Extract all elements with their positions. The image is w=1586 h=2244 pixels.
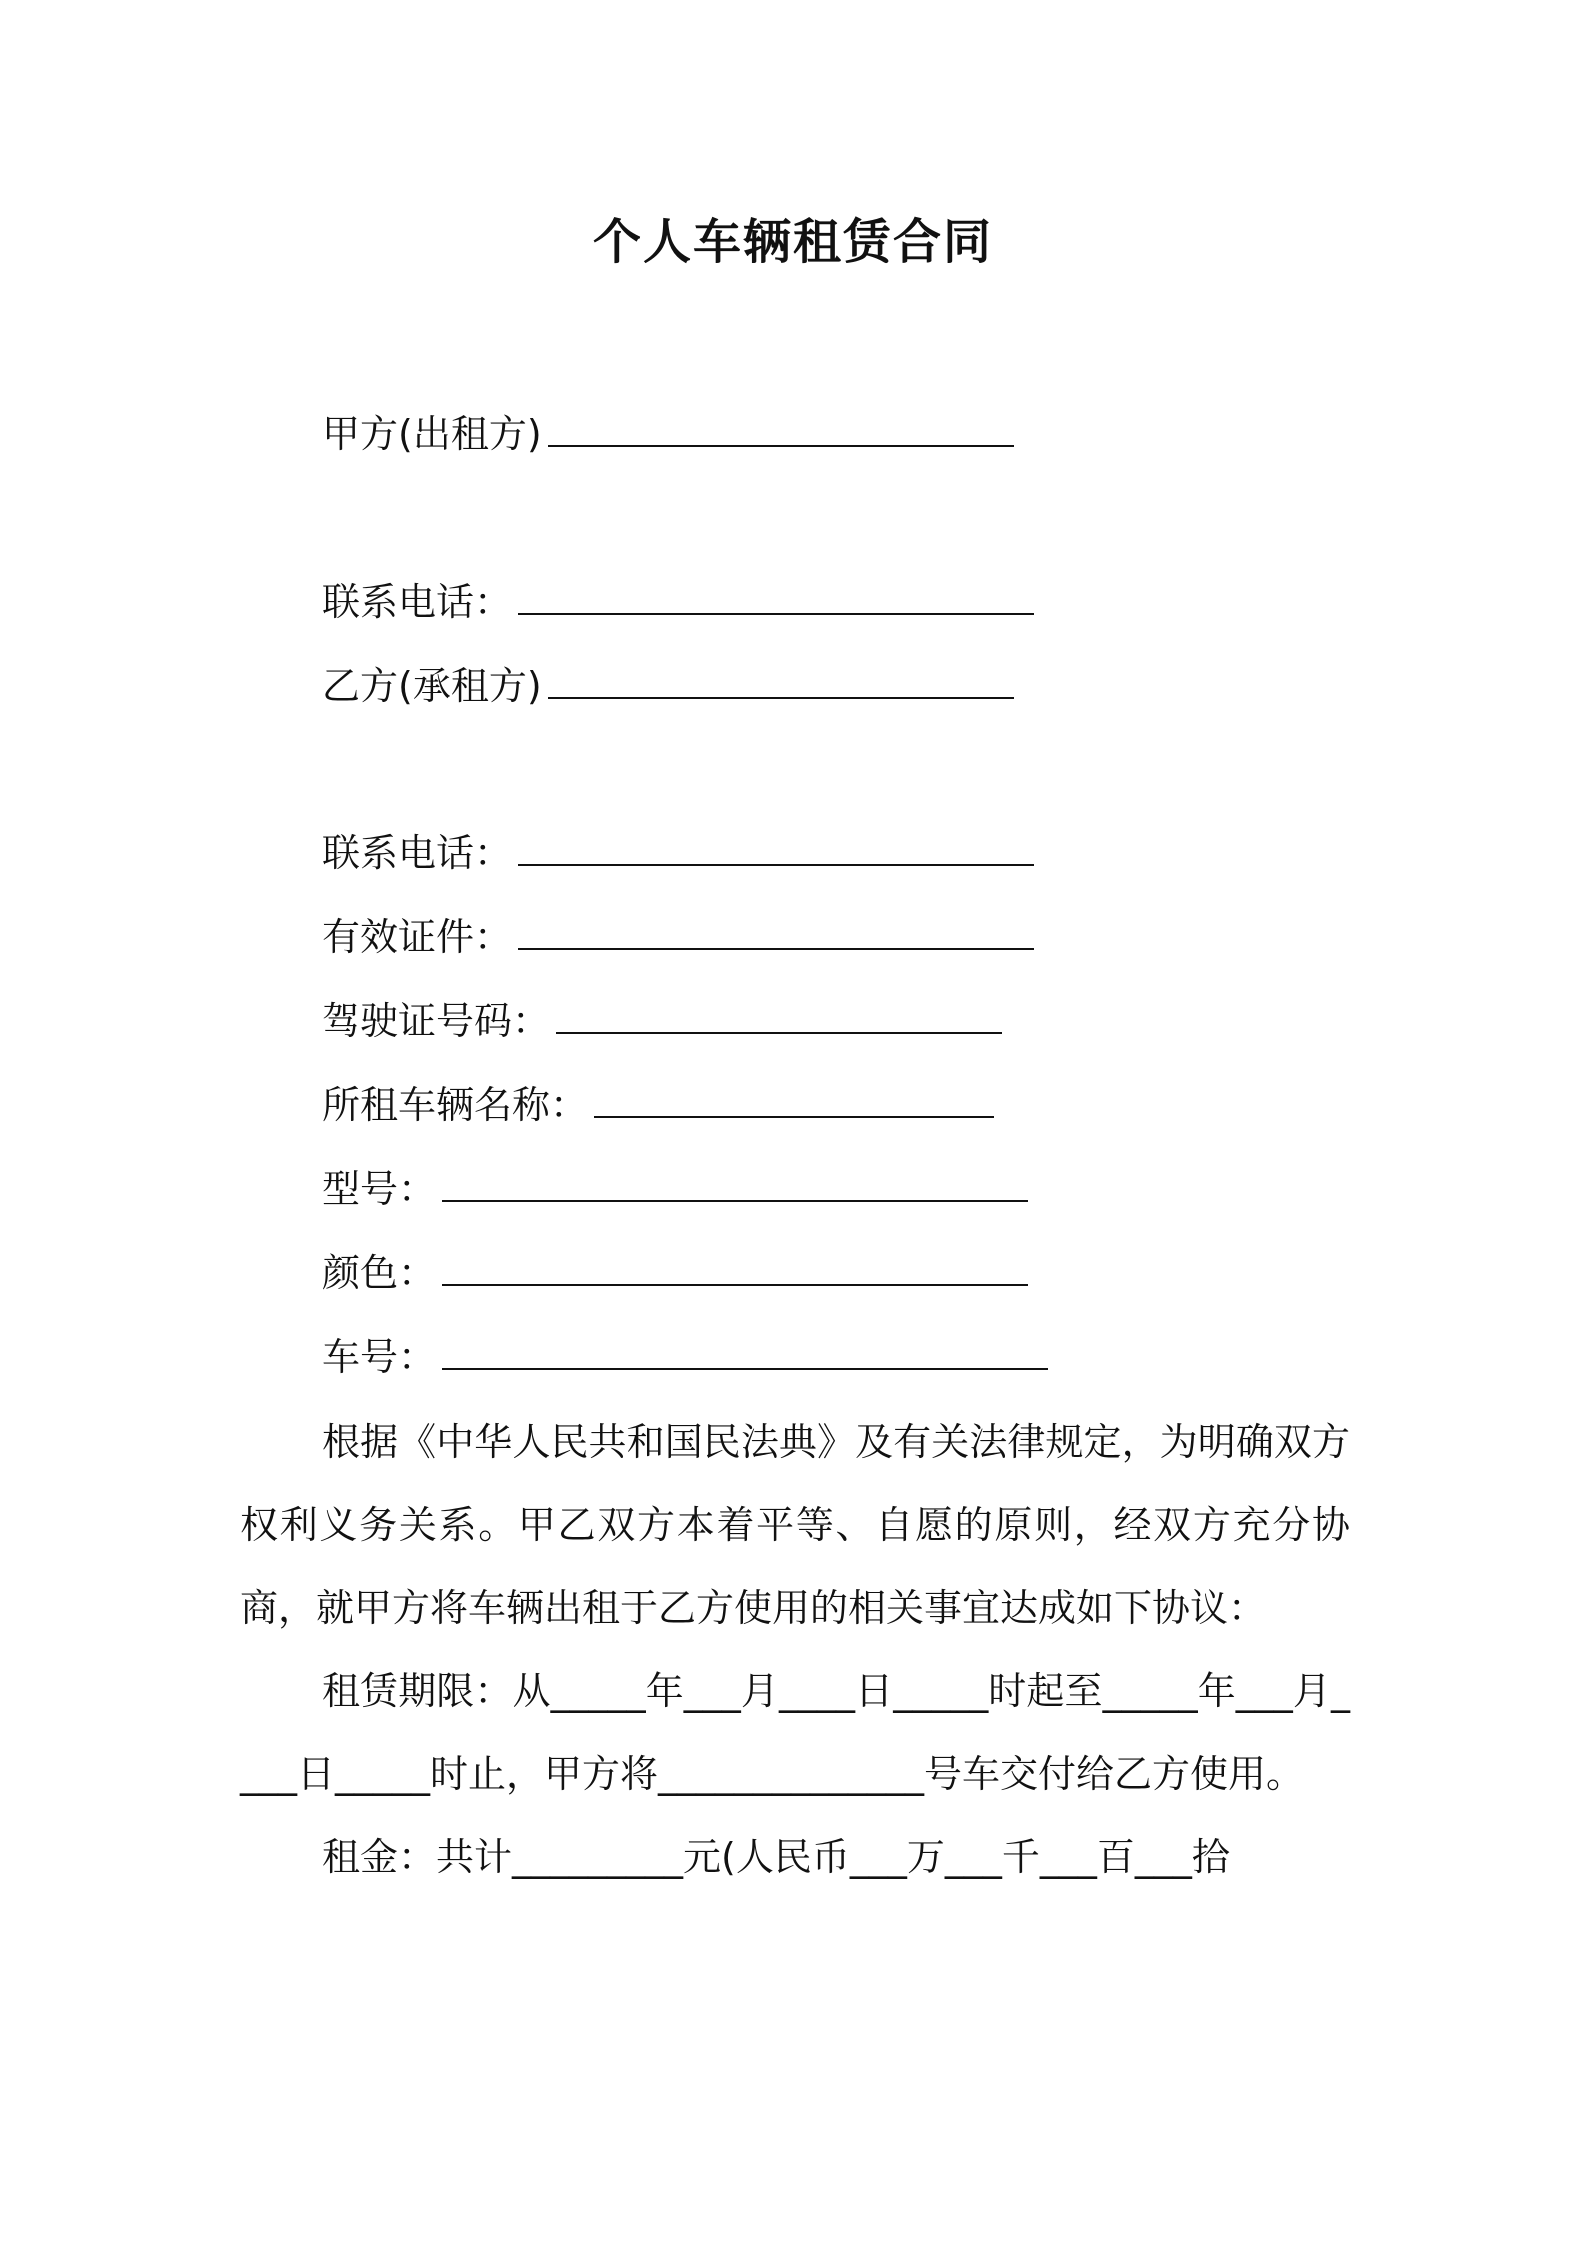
term-paragraph: 租赁期限：从_____年___月____日_____时起至_____年___月____日_____时止，甲方将______________号车交付给乙方使用。 xyxy=(240,1669,1350,1796)
contract-body xyxy=(240,1401,1350,1899)
model-field xyxy=(322,1165,1028,1213)
vehicle-name-field xyxy=(322,1081,994,1129)
intro-paragraph: 根据《中华人民共和国民法典》及有关法律规定，为明确双方权利义务关系。甲乙双方本着平等、自愿的原则，经双方充分协商，就甲方将车辆出租于乙方使用的相关事宜达成如下协议： xyxy=(240,1420,1350,1630)
vehicle-name-blank[interactable] xyxy=(594,1086,994,1118)
valid-id-blank[interactable] xyxy=(518,918,1034,950)
valid-id-label: 有效证件： xyxy=(322,915,513,959)
color-blank[interactable] xyxy=(442,1254,1028,1286)
model-blank[interactable] xyxy=(442,1170,1028,1202)
color-field xyxy=(322,1249,1028,1297)
party-a-blank[interactable] xyxy=(548,415,1014,447)
party-b-blank[interactable] xyxy=(548,667,1014,699)
party-b-phone-label: 联系电话： xyxy=(322,831,513,875)
valid-id-field xyxy=(322,913,1034,961)
party-a-phone-blank[interactable] xyxy=(518,583,1034,615)
model-label: 型号： xyxy=(322,1167,437,1211)
document-title: 个人车辆租赁合同 xyxy=(592,214,993,270)
party-b-phone-field xyxy=(322,829,1034,877)
plate-field xyxy=(322,1333,1048,1381)
plate-label: 车号： xyxy=(322,1335,437,1379)
party-a-phone-label: 联系电话： xyxy=(322,580,513,624)
color-label: 颜色： xyxy=(322,1251,437,1295)
party-a-phone-field xyxy=(322,578,1034,626)
party-a-field xyxy=(322,410,1014,458)
plate-blank[interactable] xyxy=(442,1338,1048,1370)
vehicle-name-label: 所租车辆名称： xyxy=(322,1083,589,1127)
license-field xyxy=(322,997,1002,1045)
party-a-label: 甲方(出租方) xyxy=(322,412,542,456)
party-b-phone-blank[interactable] xyxy=(518,834,1034,866)
party-b-label: 乙方(承租方) xyxy=(322,664,542,708)
license-label: 驾驶证号码： xyxy=(322,999,551,1043)
party-b-field xyxy=(322,662,1014,710)
license-blank[interactable] xyxy=(556,1002,1002,1034)
rent-paragraph: 租金：共计_________元(人民币___万___千___百___拾 xyxy=(322,1835,1230,1879)
